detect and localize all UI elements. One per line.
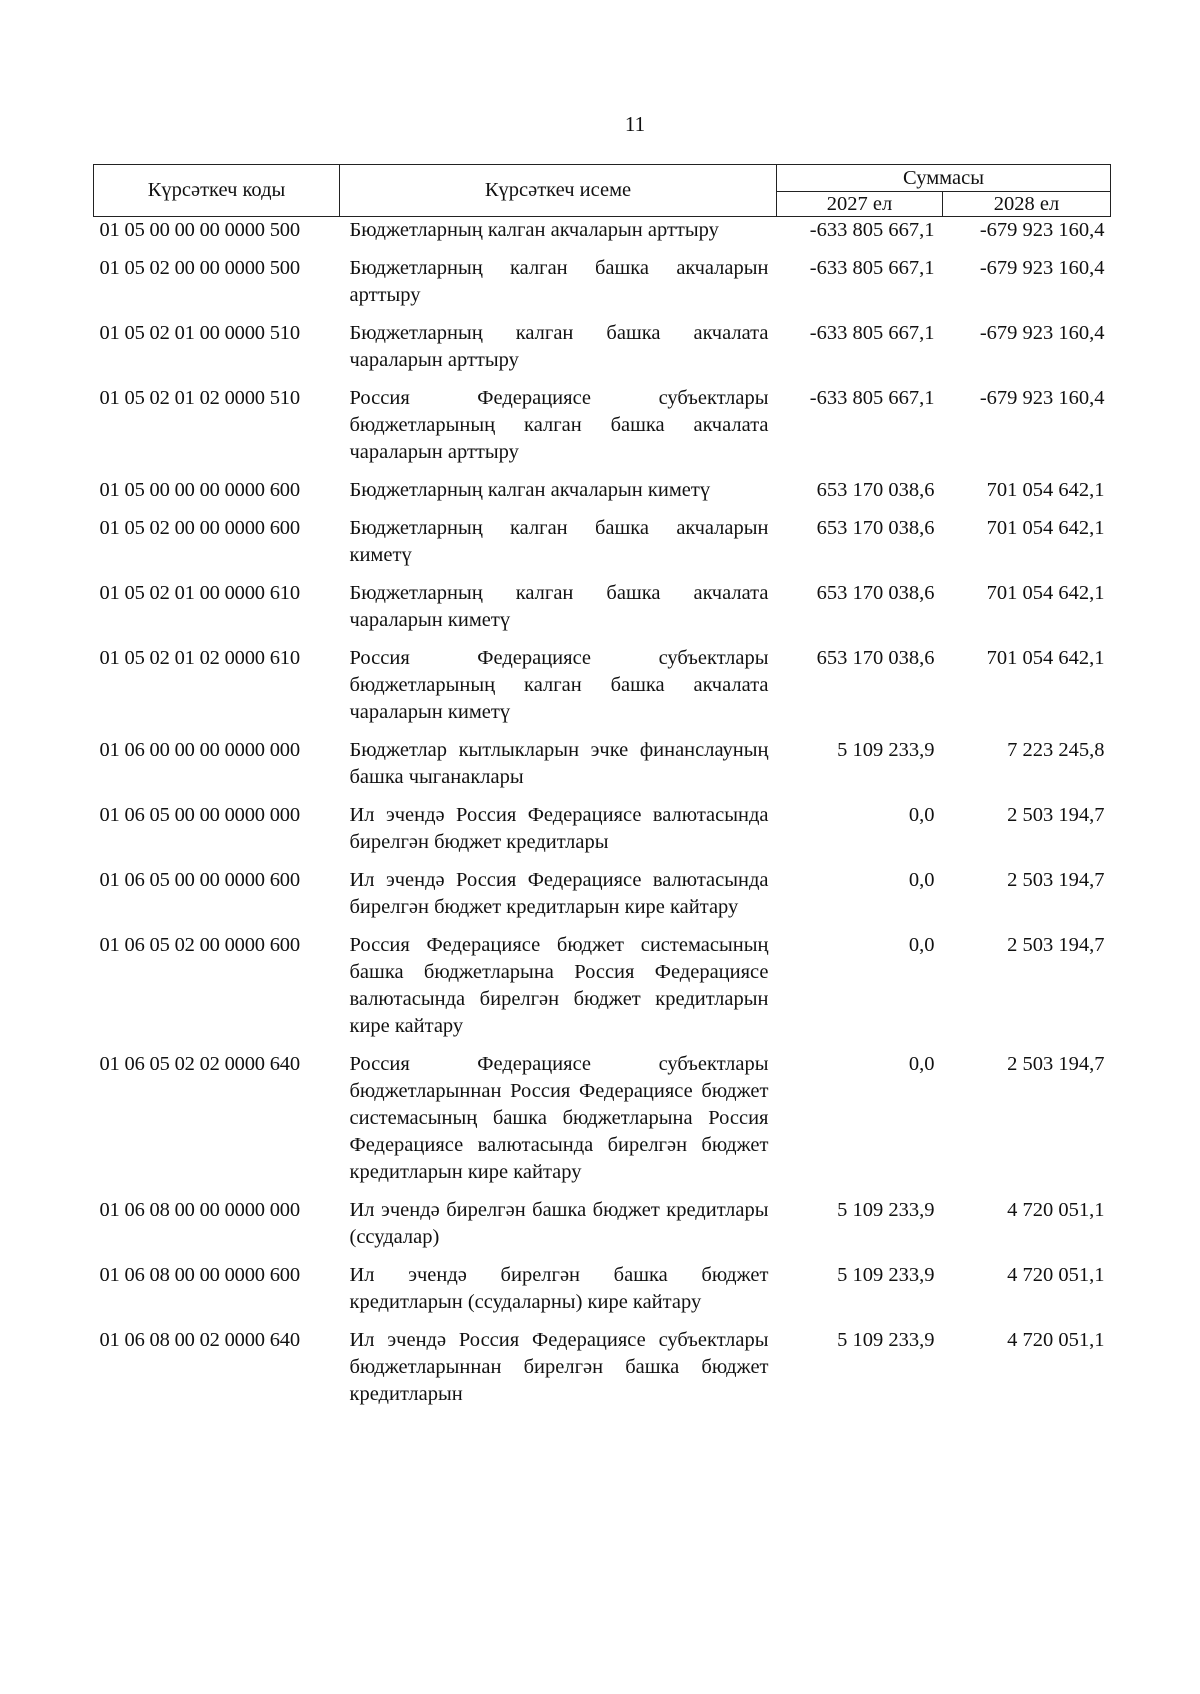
header-year-2028: 2028 ел xyxy=(943,192,1111,217)
row-amount-2028: 4 720 051,1 xyxy=(1007,1329,1105,1351)
row-name: Ил эчендә Россия Федерациясе субъектлары бюджетларыннан бирелгән башка бюджет кредитларын xyxy=(349,1329,769,1405)
row-code: 01 05 00 00 00 0000 500 xyxy=(99,219,300,241)
row-name: Россия Федерациясе бюджет системасының башка бюджетларына Россия Федерациясе валютасында бирелгән бюджет кредитларын кире кайтару xyxy=(349,934,769,1037)
row-amount-2028: 701 054 642,1 xyxy=(986,582,1105,604)
table-row xyxy=(94,580,1111,645)
table-row xyxy=(94,515,1111,580)
header-year-2027: 2027 ел xyxy=(777,192,943,217)
row-name: Россия Федерациясе субъектлары бюджетларының калган башка акчалата чараларын арттыру xyxy=(349,387,769,463)
row-name: Ил эчендә Россия Федерациясе валютасында бирелгән бюджет кредитларын кире кайтару xyxy=(349,869,769,918)
table-row xyxy=(94,385,1111,477)
table-row xyxy=(94,932,1111,1051)
row-name: Россия Федерациясе субъектлары бюджетларының калган башка акчалата чараларын киметү xyxy=(349,647,769,723)
table-row xyxy=(94,255,1111,320)
row-amount-2027: 0,0 xyxy=(908,869,935,891)
row-name: Бюджетларның калган башка акчаларын арттыру xyxy=(349,257,769,306)
row-name: Ил эчендә Россия Федерациясе валютасында бирелгән бюджет кредитлары xyxy=(349,804,769,853)
row-amount-2027: 653 170 038,6 xyxy=(816,479,935,501)
row-amount-2027: -633 805 667,1 xyxy=(809,387,935,409)
row-amount-2028: 2 503 194,7 xyxy=(1007,869,1105,891)
row-amount-2028: -679 923 160,4 xyxy=(979,322,1105,344)
row-amount-2028: 4 720 051,1 xyxy=(1007,1199,1105,1221)
row-code: 01 05 02 01 02 0000 610 xyxy=(99,647,300,669)
row-amount-2028: 701 054 642,1 xyxy=(986,479,1105,501)
row-amount-2027: 653 170 038,6 xyxy=(816,647,935,669)
row-amount-2028: -679 923 160,4 xyxy=(979,257,1105,279)
header-amounts: Суммасы xyxy=(777,165,1111,192)
row-amount-2027: 0,0 xyxy=(908,934,935,956)
row-amount-2028: 2 503 194,7 xyxy=(1007,934,1105,956)
row-amount-2027: 0,0 xyxy=(908,804,935,826)
row-code: 01 06 08 00 00 0000 000 xyxy=(99,1199,300,1221)
row-code: 01 05 02 01 02 0000 510 xyxy=(99,387,300,409)
row-amount-2027: 653 170 038,6 xyxy=(816,582,935,604)
row-name: Бюджетлар кытлыкларын эчке финанслауның башка чыганаклары xyxy=(349,739,769,788)
row-code: 01 05 00 00 00 0000 600 xyxy=(99,479,300,501)
row-amount-2027: -633 805 667,1 xyxy=(809,219,935,241)
table-row xyxy=(94,737,1111,802)
row-amount-2027: 0,0 xyxy=(908,1053,935,1075)
row-amount-2028: -679 923 160,4 xyxy=(979,387,1105,409)
table-row xyxy=(94,1327,1111,1419)
table-body xyxy=(94,217,1111,1420)
row-amount-2028: 2 503 194,7 xyxy=(1007,1053,1105,1075)
row-amount-2028: 7 223 245,8 xyxy=(1007,739,1105,761)
row-amount-2027: 5 109 233,9 xyxy=(837,1199,935,1221)
row-code: 01 06 05 00 00 0000 600 xyxy=(99,869,300,891)
budget-table xyxy=(93,164,1111,1419)
row-amount-2027: 653 170 038,6 xyxy=(816,517,935,539)
row-code: 01 05 02 00 00 0000 500 xyxy=(99,257,300,279)
table-row xyxy=(94,1197,1111,1262)
table-row xyxy=(94,1262,1111,1327)
table-row xyxy=(94,1051,1111,1197)
row-amount-2027: 5 109 233,9 xyxy=(837,739,935,761)
row-code: 01 06 00 00 00 0000 000 xyxy=(99,739,300,761)
row-amount-2028: 701 054 642,1 xyxy=(986,517,1105,539)
row-amount-2027: 5 109 233,9 xyxy=(837,1329,935,1351)
row-name: Бюджетларның калган башка акчалата чараларын киметү xyxy=(349,582,769,631)
row-code: 01 05 02 01 00 0000 510 xyxy=(99,322,300,344)
table-header xyxy=(94,165,1111,217)
row-name: Бюджетларның калган башка акчаларын киметү xyxy=(349,517,769,566)
header-name: Күрсәткеч исеме xyxy=(340,165,777,217)
row-name: Ил эчендә бирелгән башка бюджет кредитларын (ссудаларны) кире кайтару xyxy=(349,1264,769,1313)
table-row xyxy=(94,867,1111,932)
row-code: 01 06 05 02 00 0000 600 xyxy=(99,934,300,956)
row-code: 01 06 05 00 00 0000 000 xyxy=(99,804,300,826)
row-code: 01 06 05 02 02 0000 640 xyxy=(99,1053,300,1075)
page-number: 11 xyxy=(624,112,646,136)
row-code: 01 05 02 00 00 0000 600 xyxy=(99,517,300,539)
table-row xyxy=(94,320,1111,385)
row-name: Россия Федерациясе субъектлары бюджетларыннан Россия Федерациясе бюджет системасының башка бюджетларына Россия Федерациясе валютасында бирелгән бюджет кредитларын кире кайтару xyxy=(349,1053,769,1183)
table-row xyxy=(94,645,1111,737)
header-code: Күрсәткеч коды xyxy=(94,165,340,217)
table-row xyxy=(94,802,1111,867)
row-amount-2027: -633 805 667,1 xyxy=(809,257,935,279)
row-name: Бюджетларның калган акчаларын арттыру xyxy=(349,219,719,241)
row-amount-2027: 5 109 233,9 xyxy=(837,1264,935,1286)
row-amount-2028: -679 923 160,4 xyxy=(979,219,1105,241)
row-amount-2028: 4 720 051,1 xyxy=(1007,1264,1105,1286)
table-row xyxy=(94,477,1111,515)
row-amount-2028: 701 054 642,1 xyxy=(986,647,1105,669)
row-amount-2027: -633 805 667,1 xyxy=(809,322,935,344)
row-code: 01 06 08 00 02 0000 640 xyxy=(99,1329,300,1351)
row-name: Бюджетларның калган акчаларын киметү xyxy=(349,479,711,501)
row-name: Бюджетларның калган башка акчалата чараларын арттыру xyxy=(349,322,769,371)
row-name: Ил эчендә бирелгән башка бюджет кредитлары (ссудалар) xyxy=(349,1199,769,1248)
table-row xyxy=(94,217,1111,256)
row-code: 01 05 02 01 00 0000 610 xyxy=(99,582,300,604)
row-amount-2028: 2 503 194,7 xyxy=(1007,804,1105,826)
row-code: 01 06 08 00 00 0000 600 xyxy=(99,1264,300,1286)
